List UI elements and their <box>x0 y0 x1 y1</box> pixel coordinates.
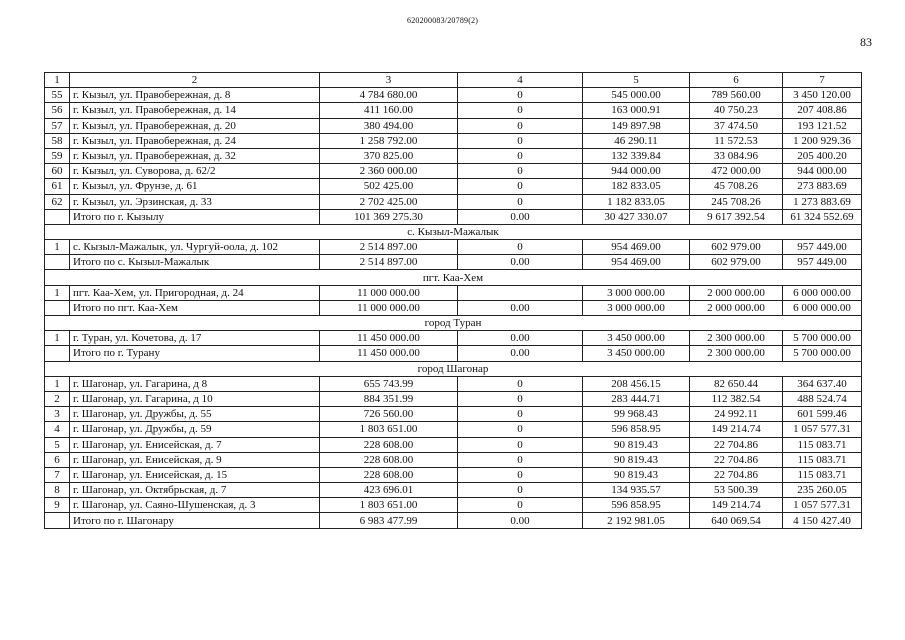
column-3-cell: 655 743.99 <box>320 376 458 391</box>
row-number-cell: 57 <box>45 118 70 133</box>
register-table-body <box>45 73 862 529</box>
column-7-cell: 4 150 427.40 <box>783 513 862 528</box>
column-7-cell: 1 057 577.31 <box>783 422 862 437</box>
address-cell: г. Шагонар, ул. Енисейская, д. 15 <box>70 467 320 482</box>
table-row <box>45 164 862 179</box>
header-cell: 1 <box>45 73 70 88</box>
column-5-cell: 132 339.84 <box>583 148 690 163</box>
address-cell: г. Кызыл, ул. Фрунзе, д. 61 <box>70 179 320 194</box>
column-7-cell: 235 260.05 <box>783 483 862 498</box>
column-3-cell: 884 351.99 <box>320 391 458 406</box>
column-3-cell: 726 560.00 <box>320 407 458 422</box>
column-6-cell: 45 708.26 <box>690 179 783 194</box>
column-5-cell: 90 819.43 <box>583 437 690 452</box>
column-6-cell: 22 704.86 <box>690 437 783 452</box>
address-cell: г. Шагонар, ул. Дружбы, д. 59 <box>70 422 320 437</box>
column-3-cell: 11 450 000.00 <box>320 346 458 361</box>
address-cell: г. Кызыл, ул. Эрзинская, д. 33 <box>70 194 320 209</box>
column-7-cell: 273 883.69 <box>783 179 862 194</box>
header-cell: 5 <box>583 73 690 88</box>
section-header-row <box>45 361 862 376</box>
column-3-cell: 502 425.00 <box>320 179 458 194</box>
header-cell: 4 <box>458 73 583 88</box>
row-number-cell: 61 <box>45 179 70 194</box>
column-6-cell: 2 000 000.00 <box>690 285 783 300</box>
header-cell: 2 <box>70 73 320 88</box>
column-5-cell: 944 000.00 <box>583 164 690 179</box>
section-title: город Туран <box>45 316 862 331</box>
column-4-cell: 0 <box>458 452 583 467</box>
row-number-cell: 55 <box>45 88 70 103</box>
address-cell: г. Шагонар, ул. Енисейская, д. 9 <box>70 452 320 467</box>
column-5-cell: 46 290.11 <box>583 133 690 148</box>
column-6-cell: 602 979.00 <box>690 255 783 270</box>
row-number-cell: 1 <box>45 240 70 255</box>
column-6-cell: 2 300 000.00 <box>690 346 783 361</box>
address-cell: г. Кызыл, ул. Правобережная, д. 32 <box>70 148 320 163</box>
total-label-cell: Итого по с. Кызыл-Мажалык <box>70 255 320 270</box>
column-6-cell: 24 992.11 <box>690 407 783 422</box>
column-3-cell: 228 608.00 <box>320 452 458 467</box>
column-7-cell: 957 449.00 <box>783 240 862 255</box>
row-number-cell: 56 <box>45 103 70 118</box>
column-5-cell: 99 968.43 <box>583 407 690 422</box>
column-6-cell: 789 560.00 <box>690 88 783 103</box>
column-7-cell: 115 083.71 <box>783 452 862 467</box>
column-4-cell: 0 <box>458 88 583 103</box>
address-cell: пгт. Каа-Хем, ул. Пригородная, д. 24 <box>70 285 320 300</box>
column-4-cell: 0 <box>458 483 583 498</box>
column-5-cell: 149 897.98 <box>583 118 690 133</box>
row-number-cell: 7 <box>45 467 70 482</box>
header-cell: 3 <box>320 73 458 88</box>
address-cell: г. Шагонар, ул. Октябрьская, д. 7 <box>70 483 320 498</box>
section-header-row <box>45 316 862 331</box>
column-3-cell: 2 514 897.00 <box>320 255 458 270</box>
column-6-cell: 112 382.54 <box>690 391 783 406</box>
address-cell: г. Шагонар, ул. Дружбы, д. 55 <box>70 407 320 422</box>
column-5-cell: 90 819.43 <box>583 452 690 467</box>
address-cell: с. Кызыл-Мажалык, ул. Чургуй-оола, д. 102 <box>70 240 320 255</box>
column-7-cell: 3 450 120.00 <box>783 88 862 103</box>
row-number-cell <box>45 300 70 315</box>
column-6-cell: 22 704.86 <box>690 467 783 482</box>
address-cell: г. Кызыл, ул. Правобережная, д. 24 <box>70 133 320 148</box>
total-row <box>45 300 862 315</box>
column-4-cell: 0.00 <box>458 209 583 224</box>
column-4-cell: 0 <box>458 164 583 179</box>
address-cell: г. Шагонар, ул. Гагарина, д 8 <box>70 376 320 391</box>
section-header-row <box>45 224 862 239</box>
table-row <box>45 422 862 437</box>
address-cell: г. Шагонар, ул. Гагарина, д 10 <box>70 391 320 406</box>
row-number-cell: 1 <box>45 285 70 300</box>
column-7-cell: 115 083.71 <box>783 467 862 482</box>
column-7-cell: 5 700 000.00 <box>783 346 862 361</box>
column-6-cell: 9 617 392.54 <box>690 209 783 224</box>
column-3-cell: 228 608.00 <box>320 467 458 482</box>
row-number-cell <box>45 255 70 270</box>
column-6-cell: 149 214.74 <box>690 498 783 513</box>
section-title: город Шагонар <box>45 361 862 376</box>
column-6-cell: 2 000 000.00 <box>690 300 783 315</box>
column-7-cell: 61 324 552.69 <box>783 209 862 224</box>
column-7-cell: 193 121.52 <box>783 118 862 133</box>
column-5-cell: 182 833.05 <box>583 179 690 194</box>
page-number: 83 <box>860 35 872 49</box>
row-number-cell: 2 <box>45 391 70 406</box>
address-cell: г. Кызыл, ул. Правобережная, д. 14 <box>70 103 320 118</box>
column-6-cell: 33 084.96 <box>690 148 783 163</box>
column-4-cell: 0 <box>458 437 583 452</box>
column-3-cell: 370 825.00 <box>320 148 458 163</box>
table-row <box>45 391 862 406</box>
table-row <box>45 148 862 163</box>
table-row <box>45 498 862 513</box>
column-3-cell: 380 494.00 <box>320 118 458 133</box>
row-number-cell <box>45 513 70 528</box>
column-3-cell: 411 160.00 <box>320 103 458 118</box>
column-7-cell: 957 449.00 <box>783 255 862 270</box>
address-cell: г. Кызыл, ул. Суворова, д. 62/2 <box>70 164 320 179</box>
table-row <box>45 452 862 467</box>
column-6-cell: 602 979.00 <box>690 240 783 255</box>
column-6-cell: 2 300 000.00 <box>690 331 783 346</box>
row-number-cell <box>45 209 70 224</box>
table-row <box>45 88 862 103</box>
table-row <box>45 179 862 194</box>
column-3-cell: 4 784 680.00 <box>320 88 458 103</box>
column-5-cell: 2 192 981.05 <box>583 513 690 528</box>
section-title: с. Кызыл-Мажалык <box>45 224 862 239</box>
column-4-cell: 0.00 <box>458 513 583 528</box>
table-row <box>45 240 862 255</box>
column-4-cell: 0 <box>458 467 583 482</box>
column-5-cell: 954 469.00 <box>583 255 690 270</box>
column-5-cell: 163 000.91 <box>583 103 690 118</box>
row-number-cell: 59 <box>45 148 70 163</box>
row-number-cell: 58 <box>45 133 70 148</box>
section-header-row <box>45 270 862 285</box>
column-3-cell: 1 803 651.00 <box>320 498 458 513</box>
row-number-cell: 1 <box>45 331 70 346</box>
column-3-cell: 1 803 651.00 <box>320 422 458 437</box>
column-5-cell: 283 444.71 <box>583 391 690 406</box>
column-4-cell: 0.00 <box>458 331 583 346</box>
column-7-cell: 207 408.86 <box>783 103 862 118</box>
address-cell: г. Туран, ул. Кочетова, д. 17 <box>70 331 320 346</box>
address-cell: г. Шагонар, ул. Енисейская, д. 7 <box>70 437 320 452</box>
column-5-cell: 3 450 000.00 <box>583 346 690 361</box>
column-4-cell: 0 <box>458 148 583 163</box>
column-7-cell: 6 000 000.00 <box>783 285 862 300</box>
column-5-cell: 3 000 000.00 <box>583 300 690 315</box>
column-3-cell: 1 258 792.00 <box>320 133 458 148</box>
column-4-cell: 0 <box>458 240 583 255</box>
table-row <box>45 483 862 498</box>
column-4-cell <box>458 285 583 300</box>
column-4-cell: 0.00 <box>458 346 583 361</box>
table-row <box>45 376 862 391</box>
row-number-cell <box>45 346 70 361</box>
row-number-cell: 62 <box>45 194 70 209</box>
column-6-cell: 640 069.54 <box>690 513 783 528</box>
column-5-cell: 208 456.15 <box>583 376 690 391</box>
header-row <box>45 73 862 88</box>
column-7-cell: 1 057 577.31 <box>783 498 862 513</box>
document-id: 620200083/20789(2) <box>407 16 479 25</box>
column-7-cell: 205 400.20 <box>783 148 862 163</box>
column-4-cell: 0 <box>458 391 583 406</box>
column-3-cell: 101 369 275.30 <box>320 209 458 224</box>
address-cell: г. Шагонар, ул. Саяно-Шушенская, д. 3 <box>70 498 320 513</box>
column-4-cell: 0 <box>458 179 583 194</box>
column-7-cell: 6 000 000.00 <box>783 300 862 315</box>
column-4-cell: 0 <box>458 103 583 118</box>
total-label-cell: Итого по г. Шагонару <box>70 513 320 528</box>
column-6-cell: 472 000.00 <box>690 164 783 179</box>
address-cell: г. Кызыл, ул. Правобережная, д. 20 <box>70 118 320 133</box>
column-3-cell: 2 360 000.00 <box>320 164 458 179</box>
total-row <box>45 209 862 224</box>
total-row <box>45 346 862 361</box>
row-number-cell: 5 <box>45 437 70 452</box>
table-row <box>45 331 862 346</box>
register-table <box>44 72 862 529</box>
column-5-cell: 596 858.95 <box>583 498 690 513</box>
total-label-cell: Итого по г. Турану <box>70 346 320 361</box>
column-3-cell: 11 000 000.00 <box>320 300 458 315</box>
table-row <box>45 194 862 209</box>
total-row <box>45 513 862 528</box>
column-7-cell: 488 524.74 <box>783 391 862 406</box>
table-row <box>45 103 862 118</box>
header-cell: 6 <box>690 73 783 88</box>
column-5-cell: 954 469.00 <box>583 240 690 255</box>
column-4-cell: 0 <box>458 407 583 422</box>
column-5-cell: 3 450 000.00 <box>583 331 690 346</box>
row-number-cell: 1 <box>45 376 70 391</box>
row-number-cell: 9 <box>45 498 70 513</box>
row-number-cell: 60 <box>45 164 70 179</box>
column-5-cell: 30 427 330.07 <box>583 209 690 224</box>
column-4-cell: 0 <box>458 118 583 133</box>
column-6-cell: 37 474.50 <box>690 118 783 133</box>
column-6-cell: 245 708.26 <box>690 194 783 209</box>
column-4-cell: 0 <box>458 194 583 209</box>
table-row <box>45 133 862 148</box>
row-number-cell: 4 <box>45 422 70 437</box>
column-7-cell: 5 700 000.00 <box>783 331 862 346</box>
column-6-cell: 40 750.23 <box>690 103 783 118</box>
column-3-cell: 6 983 477.99 <box>320 513 458 528</box>
column-7-cell: 1 200 929.36 <box>783 133 862 148</box>
column-3-cell: 2 702 425.00 <box>320 194 458 209</box>
section-title: пгт. Каа-Хем <box>45 270 862 285</box>
total-label-cell: Итого по пгт. Каа-Хем <box>70 300 320 315</box>
column-3-cell: 228 608.00 <box>320 437 458 452</box>
table-row <box>45 437 862 452</box>
column-3-cell: 11 000 000.00 <box>320 285 458 300</box>
row-number-cell: 6 <box>45 452 70 467</box>
header-cell: 7 <box>783 73 862 88</box>
column-4-cell: 0 <box>458 422 583 437</box>
column-5-cell: 545 000.00 <box>583 88 690 103</box>
column-7-cell: 601 599.46 <box>783 407 862 422</box>
column-5-cell: 1 182 833.05 <box>583 194 690 209</box>
row-number-cell: 3 <box>45 407 70 422</box>
column-5-cell: 134 935.57 <box>583 483 690 498</box>
table-row <box>45 118 862 133</box>
column-4-cell: 0 <box>458 498 583 513</box>
total-row <box>45 255 862 270</box>
table-row <box>45 467 862 482</box>
column-6-cell: 149 214.74 <box>690 422 783 437</box>
column-3-cell: 11 450 000.00 <box>320 331 458 346</box>
column-4-cell: 0 <box>458 376 583 391</box>
column-4-cell: 0.00 <box>458 255 583 270</box>
column-5-cell: 596 858.95 <box>583 422 690 437</box>
column-5-cell: 90 819.43 <box>583 467 690 482</box>
column-6-cell: 82 650.44 <box>690 376 783 391</box>
table-row <box>45 407 862 422</box>
column-7-cell: 944 000.00 <box>783 164 862 179</box>
column-7-cell: 1 273 883.69 <box>783 194 862 209</box>
address-cell: г. Кызыл, ул. Правобережная, д. 8 <box>70 88 320 103</box>
column-3-cell: 423 696.01 <box>320 483 458 498</box>
column-7-cell: 364 637.40 <box>783 376 862 391</box>
column-4-cell: 0.00 <box>458 300 583 315</box>
table-row <box>45 285 862 300</box>
column-6-cell: 22 704.86 <box>690 452 783 467</box>
column-7-cell: 115 083.71 <box>783 437 862 452</box>
column-5-cell: 3 000 000.00 <box>583 285 690 300</box>
row-number-cell: 8 <box>45 483 70 498</box>
column-3-cell: 2 514 897.00 <box>320 240 458 255</box>
column-4-cell: 0 <box>458 133 583 148</box>
column-6-cell: 53 500.39 <box>690 483 783 498</box>
column-6-cell: 11 572.53 <box>690 133 783 148</box>
total-label-cell: Итого по г. Кызылу <box>70 209 320 224</box>
